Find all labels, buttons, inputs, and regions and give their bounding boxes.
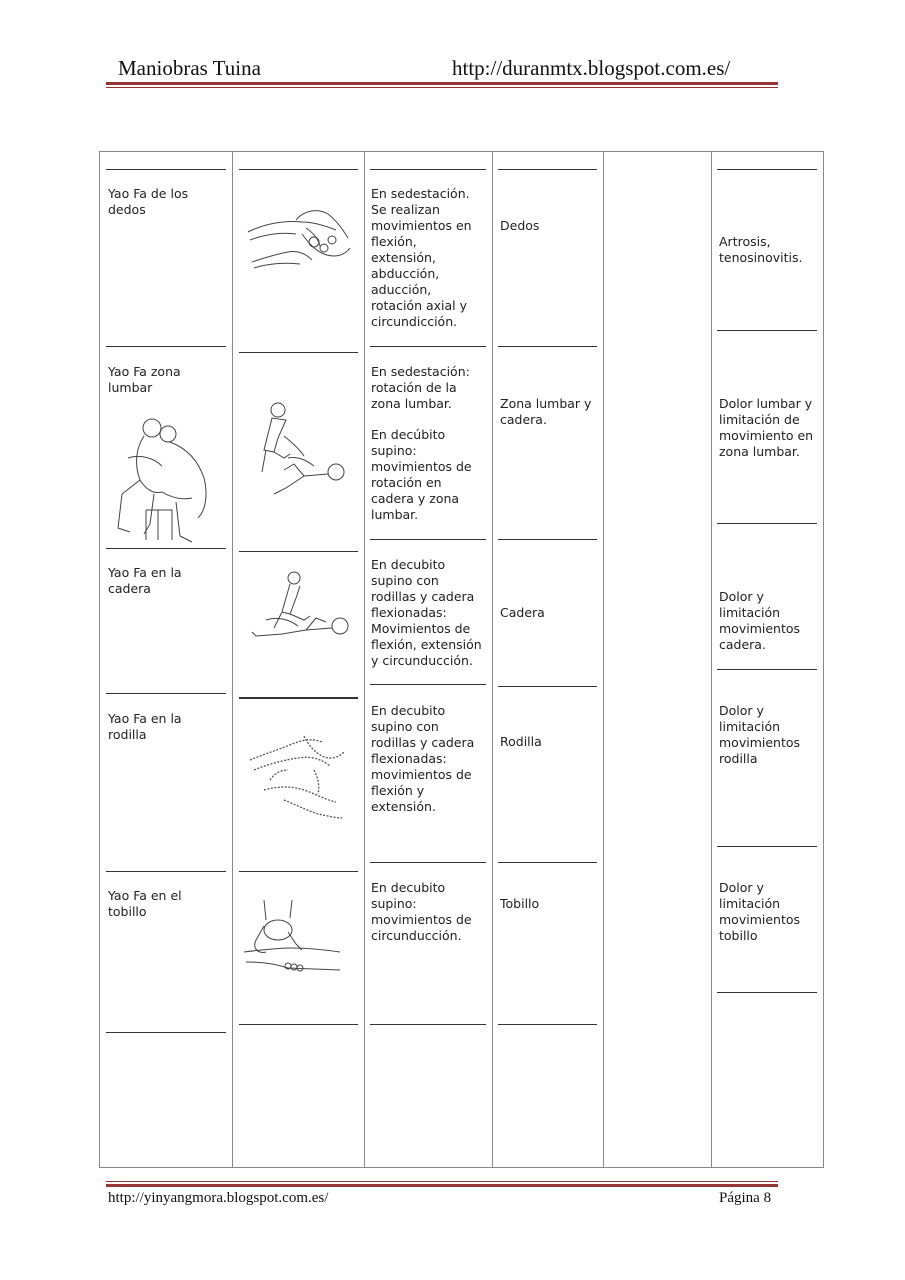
maneuver-name: Yao Fa en la rodilla [108,711,182,742]
maneuver-description: En decubito supino con rodillas y cadera flexionadas: movimientos de flexión y extensión. [371,703,475,814]
row-separator [239,697,358,699]
row-separator [239,1024,358,1025]
row-separator [106,693,226,694]
maneuver-indication: Dolor lumbar y limitación de movimiento en zona lumbar. [719,396,814,459]
row-separator [717,523,817,524]
column-divider [492,151,493,1168]
maneuver-zone: Cadera [500,605,545,620]
footer-rule-thin [106,1181,778,1182]
row-separator [370,169,486,170]
maneuver-description: En decubito supino: movimientos de circunducción. [371,880,472,943]
row-separator [498,169,597,170]
maneuver-name: Yao Fa en la cadera [108,565,182,596]
row-separator [717,169,817,170]
row-separator [106,169,226,170]
maneuver-zone: Dedos [500,218,540,233]
hand-manipulation-illustration [244,202,354,274]
row-separator [717,669,817,670]
maneuver-zone: Tobillo [500,896,540,911]
footer-rule [106,1184,778,1187]
header-rule [106,82,778,85]
ankle-circumduction-illustration [240,896,346,978]
row-separator [239,169,358,170]
row-separator [498,539,597,540]
column-divider [711,151,712,1168]
maneuver-description: En decúbito supino: movimientos de rotación en cadera y zona lumbar. [371,427,472,522]
maneuver-description: En decubito supino con rodillas y cadera flexionadas: Movimientos de flexión, extensión y circunducción. [371,557,482,668]
row-separator [239,352,358,353]
row-separator [370,684,486,685]
maneuver-indication: Dolor y limitación movimientos cadera. [719,589,801,652]
row-separator [498,346,597,347]
header-title: Maniobras Tuina [118,56,261,80]
row-separator [717,330,817,331]
row-separator [498,686,597,687]
maneuver-description: En sedestación. Se realizan movimientos en flexión, extensión, abducción, aducción, rotación axial y circundicción. [371,186,472,329]
seated-lumbar-rotation-illustration [110,414,215,546]
row-separator [370,1024,486,1025]
header-rule-thin [106,87,778,88]
row-separator [717,846,817,847]
row-separator [106,548,226,549]
row-separator [370,862,486,863]
page-number: Página 8 [719,1190,772,1206]
maneuver-zone: Rodilla [500,734,542,749]
column-divider [603,151,604,1168]
maneuver-indication: Artrosis, tenosinovitis. [719,234,803,265]
row-separator [717,992,817,993]
row-separator [370,346,486,347]
maneuver-name: Yao Fa en el tobillo [108,888,182,919]
row-separator [370,539,486,540]
supine-hip-flexion-illustration [246,568,354,648]
knee-flexion-illustration [244,730,354,822]
maneuver-indication: Dolor y limitación movimientos tobillo [719,880,801,943]
header-url: http://duranmtx.blogspot.com.es/ [452,56,731,80]
maneuver-name: Yao Fa zona lumbar [108,364,181,395]
maneuver-zone: Zona lumbar y cadera. [500,396,592,427]
column-divider [232,151,233,1168]
row-separator [498,1024,597,1025]
column-divider [364,151,365,1168]
maneuver-name: Yao Fa de los dedos [108,186,189,217]
footer-url: http://yinyangmora.blogspot.com.es/ [108,1190,329,1206]
maneuver-description: En sedestación: rotación de la zona lumbar. [371,364,470,411]
row-separator [239,551,358,552]
row-separator [239,871,358,872]
row-separator [106,871,226,872]
row-separator [106,346,226,347]
row-separator [106,1032,226,1033]
maneuver-indication: Dolor y limitación movimientos rodilla [719,703,801,766]
lumbar-supine-illustration [244,398,354,502]
row-separator [498,862,597,863]
